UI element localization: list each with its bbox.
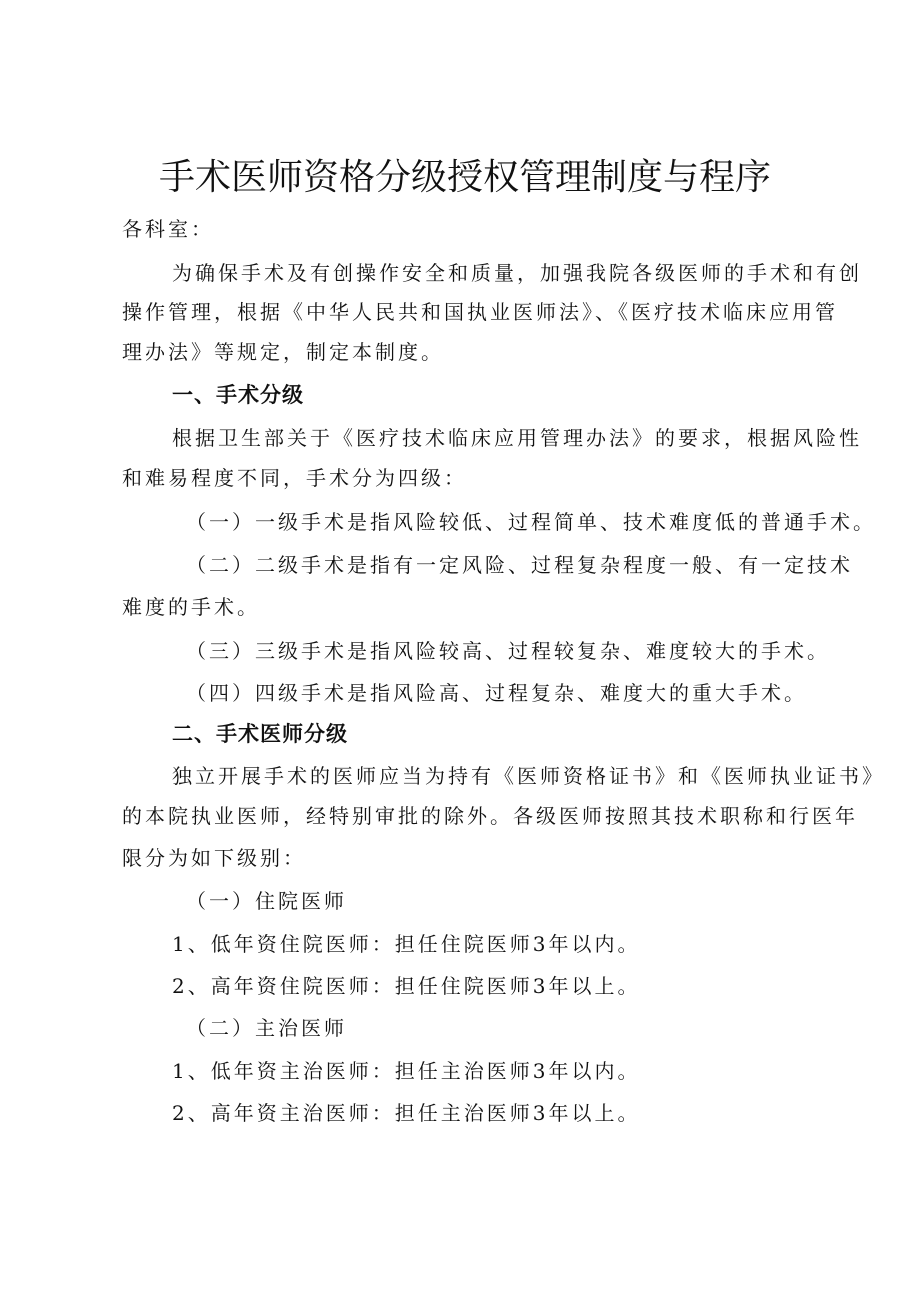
salutation: 各科室：	[122, 217, 214, 241]
section-paragraph-line: 的本院执业医师，经特别审批的除外。各级医师按照其技术职称和行医年	[122, 804, 858, 828]
doctor-rank-item: 1、低年资主治医师：担任主治医师3年以内。	[172, 1059, 641, 1083]
intro-line: 为确保手术及有创操作安全和质量，加强我院各级医师的手术和有创	[172, 261, 862, 285]
doctor-rank-label: （二）主治医师	[186, 1016, 347, 1040]
section-heading: 一、手术分级	[172, 383, 304, 407]
doctor-rank-item: 1、低年资住院医师：担任住院医师3年以内。	[172, 932, 641, 956]
section-paragraph-line: 限分为如下级别：	[122, 846, 306, 870]
intro-line: 理办法》等规定，制定本制度。	[122, 340, 444, 364]
section-paragraph-line: 根据卫生部关于《医疗技术临床应用管理办法》的要求，根据风险性	[172, 426, 862, 450]
surgery-level-item: （四）四级手术是指风险高、过程复杂、难度大的重大手术。	[186, 681, 807, 705]
section-heading: 二、手术医师分级	[172, 722, 348, 746]
doctor-rank-label: （一）住院医师	[186, 889, 347, 913]
doctor-rank-item: 2、高年资主治医师：担任主治医师3年以上。	[172, 1101, 641, 1125]
surgery-level-item: （一）一级手术是指风险较低、过程简单、技术难度低的普通手术。	[186, 510, 876, 534]
surgery-level-item: （二）二级手术是指有一定风险、过程复杂程度一般、有一定技术	[186, 553, 853, 577]
doctor-rank-item: 2、高年资住院医师：担任住院医师3年以上。	[172, 974, 641, 998]
surgery-level-item: （三）三级手术是指风险较高、过程较复杂、难度较大的手术。	[186, 639, 830, 663]
intro-line: 操作管理，根据《中华人民共和国执业医师法》、《医疗技术临床应用管	[122, 300, 838, 324]
section-paragraph-line: 独立开展手术的医师应当为持有《医师资格证书》和《医师执业证书》	[172, 764, 885, 788]
section-paragraph-line: 和难易程度不同，手术分为四级：	[122, 466, 467, 490]
surgery-level-item: 难度的手术。	[122, 595, 260, 619]
document-title: 手术医师资格分级授权管理制度与程序	[158, 157, 771, 198]
